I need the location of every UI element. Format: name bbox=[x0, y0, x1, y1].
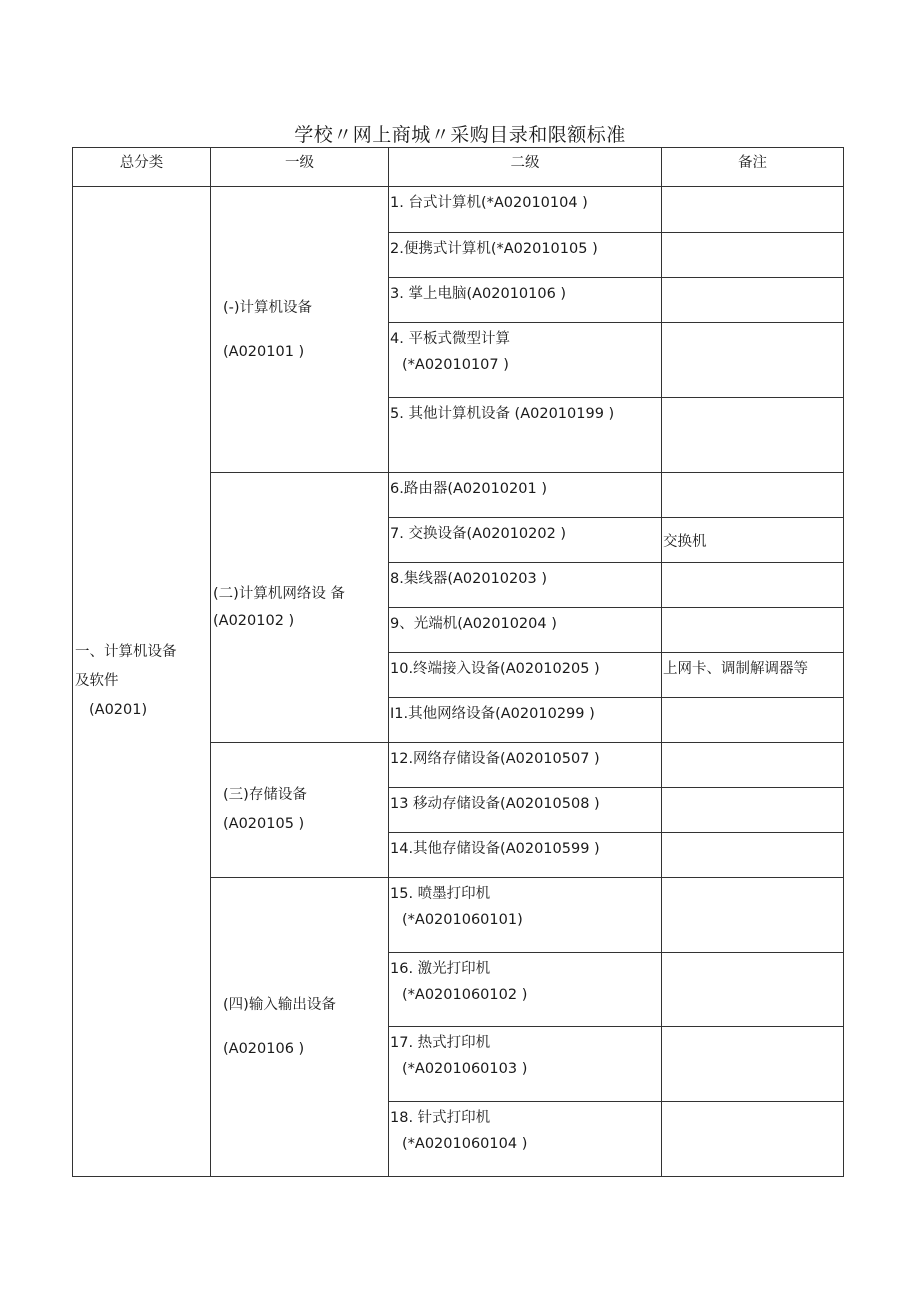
note-cell bbox=[662, 743, 844, 788]
group-name: (-)计算机设备 bbox=[223, 299, 313, 316]
item-cell: 1. 台式计算机(*A02010104 ) bbox=[389, 187, 662, 233]
item-cell: 5. 其他计算机设备 (A02010199 ) bbox=[389, 398, 662, 473]
note-cell bbox=[662, 1102, 844, 1177]
header-row bbox=[73, 148, 844, 187]
note-cell bbox=[662, 608, 844, 653]
item-cell: 14.其他存储设备(A02010599 ) bbox=[389, 833, 662, 878]
item-cell: 6.路由器(A02010201 ) bbox=[389, 473, 662, 518]
note-cell bbox=[662, 323, 844, 398]
category-line1: 一、计算机设备 bbox=[75, 644, 177, 660]
item-cell: 13 移动存储设备(A02010508 ) bbox=[389, 788, 662, 833]
note-cell: 上网卡、调制解调器等 bbox=[662, 653, 844, 698]
page-title: 学校〃网上商城〃采购目录和限额标准 bbox=[294, 124, 626, 146]
group-cell bbox=[211, 743, 389, 878]
note-cell: 交换机 bbox=[662, 518, 844, 563]
note-cell bbox=[662, 398, 844, 473]
note-cell bbox=[662, 233, 844, 278]
header-level2: 二级 bbox=[389, 148, 662, 187]
group-cell bbox=[211, 878, 389, 1177]
table-row bbox=[73, 187, 844, 233]
note-cell bbox=[662, 473, 844, 518]
note-cell bbox=[662, 1027, 844, 1102]
item-cell: 15. 喷墨打印机 (*A0201060101) bbox=[389, 878, 662, 953]
item-cell: 9、光端机(A02010204 ) bbox=[389, 608, 662, 653]
note-cell bbox=[662, 187, 844, 233]
group-name: (二)计算机网络设 备 bbox=[213, 585, 345, 602]
group-name: (三)存储设备 bbox=[223, 787, 307, 803]
group-code: (A020106 ) bbox=[223, 1041, 305, 1057]
item-cell: 18. 针式打印机 (*A0201060104 ) bbox=[389, 1102, 662, 1177]
item-cell: 12.网络存储设备(A02010507 ) bbox=[389, 743, 662, 788]
group-code: (A020105 ) bbox=[223, 816, 305, 832]
group-cell bbox=[211, 187, 389, 473]
note-cell bbox=[662, 953, 844, 1027]
header-category: 总分类 bbox=[73, 148, 211, 187]
group-code: (A020101 ) bbox=[223, 343, 305, 360]
category-cell bbox=[73, 187, 211, 1177]
catalog-table bbox=[72, 147, 844, 1177]
item-cell: 7. 交换设备(A02010202 ) bbox=[389, 518, 662, 563]
note-cell bbox=[662, 878, 844, 953]
item-cell: 16. 激光打印机 (*A0201060102 ) bbox=[389, 953, 662, 1027]
note-cell bbox=[662, 278, 844, 323]
note-cell bbox=[662, 563, 844, 608]
group-cell bbox=[211, 473, 389, 743]
item-cell: 8.集线器(A02010203 ) bbox=[389, 563, 662, 608]
note-cell bbox=[662, 833, 844, 878]
header-level1: 一级 bbox=[211, 148, 389, 187]
group-code: (A020102 ) bbox=[213, 612, 295, 629]
note-cell bbox=[662, 698, 844, 743]
item-cell: I1.其他网络设备(A02010299 ) bbox=[389, 698, 662, 743]
item-cell: 3. 掌上电脑(A02010106 ) bbox=[389, 278, 662, 323]
note-cell bbox=[662, 788, 844, 833]
header-remarks: 备注 bbox=[662, 148, 844, 187]
category-line2: 及软件 bbox=[75, 673, 119, 689]
category-code: (A0201) bbox=[89, 702, 148, 718]
item-cell: 17. 热式打印机 (*A0201060103 ) bbox=[389, 1027, 662, 1102]
item-cell: 2.便携式计算机(*A02010105 ) bbox=[389, 233, 662, 278]
item-cell: 4. 平板式微型计算 (*A02010107 ) bbox=[389, 323, 662, 398]
item-cell: 10.终端接入设备(A02010205 ) bbox=[389, 653, 662, 698]
group-name: (四)输入输出设备 bbox=[223, 997, 336, 1013]
